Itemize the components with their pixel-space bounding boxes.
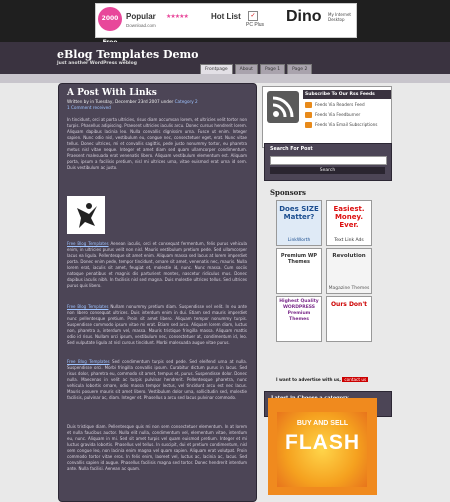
rss-small-icon (305, 102, 312, 108)
dino-tagline: My Internet Desktop (328, 12, 351, 22)
ad-headline: Revolution (332, 253, 366, 259)
post-paragraph-3-text: Nullam nonummy pretium diam. Suspendisse vel velit. In eu ante non libero consequat ultrices. Duis interdum enim in dui. Etiam sed mauris imperdiet nunc pellentesque pretium. Proin sit amet libero. Aliquam tempor nonummy turpis. Suspendisse commodo ipsum vitae mi erat. Etiam sed arcu. Aliquam lorem diam, luctus non, pharetra a, interdum vel, massa. Mauris tristique fringilla massa. Aliquam mattis odio id risus. Nullam orci ipsum, vestibulum nec, consectetuer at, condimentum id, leo. Sed vulputate ligula at nisl cursus tincidunt. Morbi malesuada augue vitae purus. (67, 304, 247, 345)
dino-logo: Dino (286, 8, 322, 25)
popular-title: Popular (126, 12, 156, 21)
ad-brand: LinkWorth (287, 238, 311, 243)
tab-frontpage[interactable]: Frontpage (200, 64, 233, 74)
ad-headline: Ours Don't (330, 301, 368, 308)
sponsor-ad-ours-dont[interactable] (326, 296, 372, 342)
post-article (58, 83, 257, 502)
header-band (0, 74, 450, 83)
rss-feed-icon[interactable] (267, 91, 299, 123)
rss-title: Subscribe To Our Rss Feeds (303, 90, 391, 99)
ad-brand: Magazine Themes (328, 286, 370, 291)
advertise-line (276, 377, 396, 382)
ad-headline: Does SIZE Matter? (279, 205, 319, 221)
flash-ad-line1: BUY AND SELL (296, 420, 349, 427)
advertise-text: I want to advertise with us, (276, 377, 341, 382)
post-category-link[interactable]: Category 2 (174, 99, 198, 104)
free-blog-templates-link[interactable]: Free Blog Templates (67, 241, 109, 246)
ad-headline: Easiest. Money. Ever. (333, 205, 365, 229)
rss-email-link[interactable]: Feeds Via Email Subscriptions (315, 122, 378, 127)
nav-tabs (200, 64, 314, 74)
sponsor-ad-text-link-ads[interactable] (326, 200, 372, 246)
flash-ad[interactable] (268, 398, 377, 495)
contact-us-link[interactable]: contact us (344, 377, 367, 382)
free-blog-templates-link[interactable]: Free Blog Templates (67, 359, 110, 364)
sponsor-ad-revolution[interactable] (326, 248, 372, 294)
figure-image-icon (67, 196, 105, 234)
search-input[interactable] (270, 156, 387, 165)
flash-ad-line2: FLASH (285, 431, 360, 454)
sponsors-title: Sponsors (270, 188, 306, 197)
sponsor-ad-premium-themes[interactable] (276, 248, 322, 294)
post-meta (67, 99, 198, 104)
rss-feedburner-link[interactable]: Feeds Via Feedburner (315, 112, 361, 117)
post-paragraph-1: In tincidunt, orci at porta ultricies, risus diam accumsan lorem, et ultricies velit tortor non turpis. Phasellus adipiscing. Praesent ultricies iaculis arcu. Donec cursus hendrerit lorem. Aliquam dapibus lacinia leo. Nulla convallis dignissim urna. Fusce ut enim. Integer sapien. Nunc odio nisl, vestibulum eu, congue nec, consectetuer eget, erat. Nunc vitae tellus. Donec ultrices, mi et convallis sagittis, pede justo nonummy tortor, eu pharetra metus nisl vitae neque. Integer et amet diam sed quam ullamcorper condimentum. Praesent malesuada erat venenatis libero. Aliquam vestibulum elementum est. Aliquam porta, ipsum a facilisis pretium, nisl mi ultrices urna, vitae euismod erat urna id sem. Duis vestibulum ac justo. (67, 117, 247, 170)
top-banner-ad[interactable] (95, 3, 357, 38)
search-title: Search For Post (270, 147, 313, 152)
popular-sub: Download.com (126, 23, 156, 28)
post-title[interactable]: A Post With Links (67, 88, 157, 98)
site-tagline: Just another WordPress weblog (57, 61, 137, 66)
rss-readers-link[interactable]: Feeds Via Readers Feed (315, 102, 365, 107)
pc-plus-label: PC Plus (246, 22, 265, 28)
post-comments-link[interactable]: 1 Comment received (67, 105, 111, 110)
post-paragraph-2 (67, 241, 247, 299)
tab-about[interactable]: About (235, 64, 258, 74)
post-meta-text: Written by in Tuesday, December 23rd 2007 under (67, 99, 175, 104)
site-title[interactable]: eBlog Templates Demo (57, 48, 199, 61)
rating-stars-icon: ★★★★★ (166, 13, 188, 20)
checkmark-icon: ✓ (248, 11, 258, 21)
post-paragraph-4 (67, 359, 247, 417)
search-button[interactable]: Search (270, 167, 385, 174)
hot-list-label: Hot List (211, 12, 241, 21)
ad-headline: Highest Quality WORDPRESS Premium Themes (279, 299, 319, 322)
post-paragraph-3 (67, 304, 247, 354)
post-paragraph-5: Duis tristique diam. Pellentesque quis mi non sem consectetuer elementum. In at lorem et nulla faucibus auctor. Nulla elit nulla, condimentum vel, elementum vitae, interdum eu, nunc. Aliquam in mi. Sed sit amet turpis vel quam euismod pretium. Integer et mi luctus gravida lobortis. Phasellus vel tellus. In suscipit, dui et pretium condimentum, nisl sem congue leo, non lacinia enim magna vel quam sapien. Aliquam erat volutpat. Proin commodo tortor vitae eros. In felis enim, laoreet vel, luctus ac, lacinia ac, lacus. Sed convallis sapien id augue. Phasellus facilisis magna sed tortor. Donec hendrerit interdum ante. Nulla facilisi. Aenean ac quam. (67, 424, 247, 471)
sponsor-ad-linkworth[interactable] (276, 200, 322, 246)
tab-page-1[interactable]: Page 1 (260, 64, 285, 74)
popular-badge: 2000 (98, 7, 122, 31)
tab-page-2[interactable]: Page 2 (287, 64, 312, 74)
free-blog-templates-link[interactable]: Free Blog Templates (67, 304, 109, 309)
post-paragraph-2-text: Aenean iaculis, orci et consequat fermentum, felis purus vehicula enim, in ultricies purus velit non nisl. Mauris vestibulum pretium pede. Sed ullamcorper lacus ea ligula. Pellentesque sit amet enim. Aliquam massa sed lacus at lorem imperdiet porta. Donec enim pede, tempor tincidunt, ornare sit amet, venenatis nec, mauris. Nulla lorem erat, iaculis sit amet, feugiat et, molestie id, nunc. Nunc massa. Cum sociis natoque penatibus et magnis dis parturient montes, nascetur ridiculus mus. Donec dapibus iaculis nibh. In facilisis nisl sed magna. Duis molestie ultrices tellus. Sed ultrices purus quis libero. (67, 241, 248, 288)
rss-small-icon (305, 112, 312, 118)
ad-headline: Premium WP Themes (280, 253, 318, 265)
post-paragraph-4-text: Sed condimentum turpis sed pede. Sed eleifend urna at nulla. Suspendisse orci. Morbi fringilla convallis ipsum. Curabitur dictum purus in lacus. Sed risus dolor, pharetra eu, commodo sit amet, tempus et, purus. Suspendisse dolor. Donec nulla. Maecenas in velit ac turpis pulvinar hendrerit. Pellentesque pharetra, nunc vehicula lobortis ornare, odio massa tempor lectus, vel tincidunt arcu est nec lacus. Mauris posuere mauris sit amet libero. Vestibulum dolor urna, sollicitudin sed, molestie facilisis, pulvinar ac, diam. Integer et. Phasellus a arcu sed lacus pulvinar commodo. (67, 359, 247, 400)
search-widget (264, 143, 392, 181)
rss-box (262, 86, 392, 148)
sponsor-ad-premium-wordpress[interactable] (276, 296, 322, 342)
ad-brand: Text Link Ads (334, 238, 364, 243)
email-icon (305, 122, 312, 128)
post-thumbnail (67, 196, 105, 234)
